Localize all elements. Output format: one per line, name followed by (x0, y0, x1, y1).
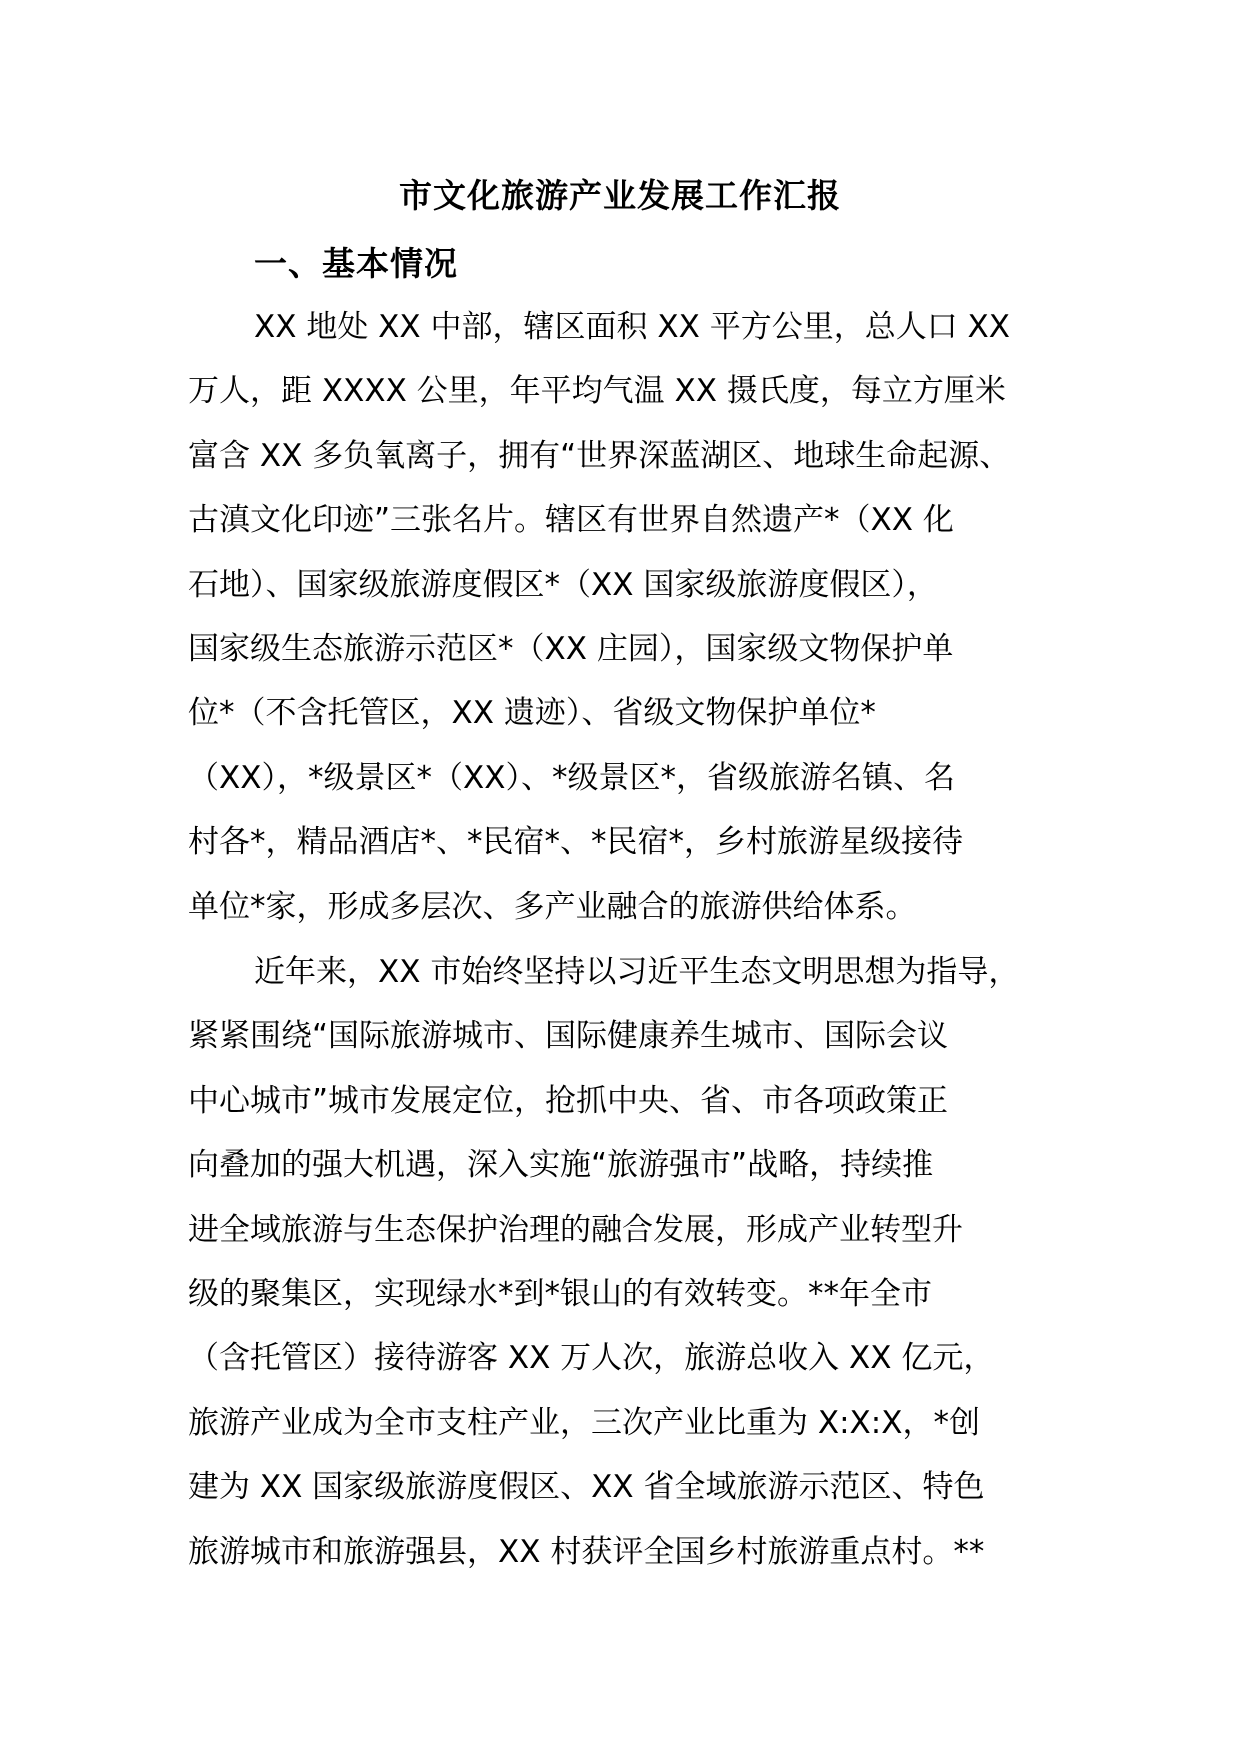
paragraph-line: 单位*家，形成多层次、多产业融合的旅游供给体系。 (188, 888, 917, 925)
paragraph-basic-info (188, 295, 1078, 939)
paragraph-line: 石地）、国家级旅游度假区*（XX 国家级旅游度假区）， (188, 566, 938, 603)
paragraph-line: 近年来，XX 市始终坚持以习近平生态文明思想为指导， (254, 954, 1020, 990)
paragraph-line: 古滇文化印迹”三张名片。辖区有世界自然遗产*（XX 化 (188, 502, 954, 539)
paragraph-line: 富含 XX 多负氧离子，拥有“世界深蓝湖区、地球生命起源、 (188, 437, 1011, 474)
paragraph-line: 进全域旅游与生态保护治理的融合发展，形成产业转型升 (188, 1211, 963, 1248)
paragraph-line: 位*（不含托管区，XX 遗迹）、省级文物保护单位* (188, 695, 876, 732)
document-title: 市文化旅游产业发展工作汇报 (399, 176, 841, 215)
section-heading: 一、基本情况 (254, 244, 458, 283)
paragraph-line: 建为 XX 国家级旅游度假区、XX 省全域旅游示范区、特色 (188, 1469, 985, 1506)
paragraph-line: 旅游产业成为全市支柱产业，三次产业比重为 X:X:X，*创 (188, 1404, 980, 1441)
paragraph-line: （含托管区）接待游客 XX 万人次，旅游总收入 XX 亿元， (188, 1340, 995, 1377)
paragraph-line: （XX），*级景区*（XX）、*级景区*，省级旅游名镇、名 (188, 759, 955, 796)
paragraph-line: 村各*，精品酒店*、*民宿*、*民宿*，乡村旅游星级接待 (188, 824, 963, 861)
paragraph-line: 级的聚集区，实现绿水*到*银山的有效转变。**年全市 (188, 1275, 932, 1312)
paragraph-line: 国家级生态旅游示范区*（XX 庄园），国家级文物保护单 (188, 630, 954, 667)
paragraph-line: 旅游城市和旅游强县，XX 村获评全国乡村旅游重点村。** (188, 1533, 985, 1570)
paragraph-line: 中心城市”城市发展定位，抢抓中央、省、市各项政策正 (188, 1082, 949, 1119)
paragraph-line: 紧紧围绕“国际旅游城市、国际健康养生城市、国际会议 (188, 1018, 949, 1055)
paragraph-line: 向叠加的强大机遇，深入实施“旅游强市”战略，持续推 (188, 1147, 934, 1184)
paragraph-line: XX 地处 XX 中部，辖区面积 XX 平方公里，总人口 XX (254, 309, 1011, 345)
paragraph-recent-development (188, 940, 1078, 1584)
paragraph-line: 万人，距 XXXX 公里，年平均气温 XX 摄氏度，每立方厘米 (188, 373, 1006, 410)
